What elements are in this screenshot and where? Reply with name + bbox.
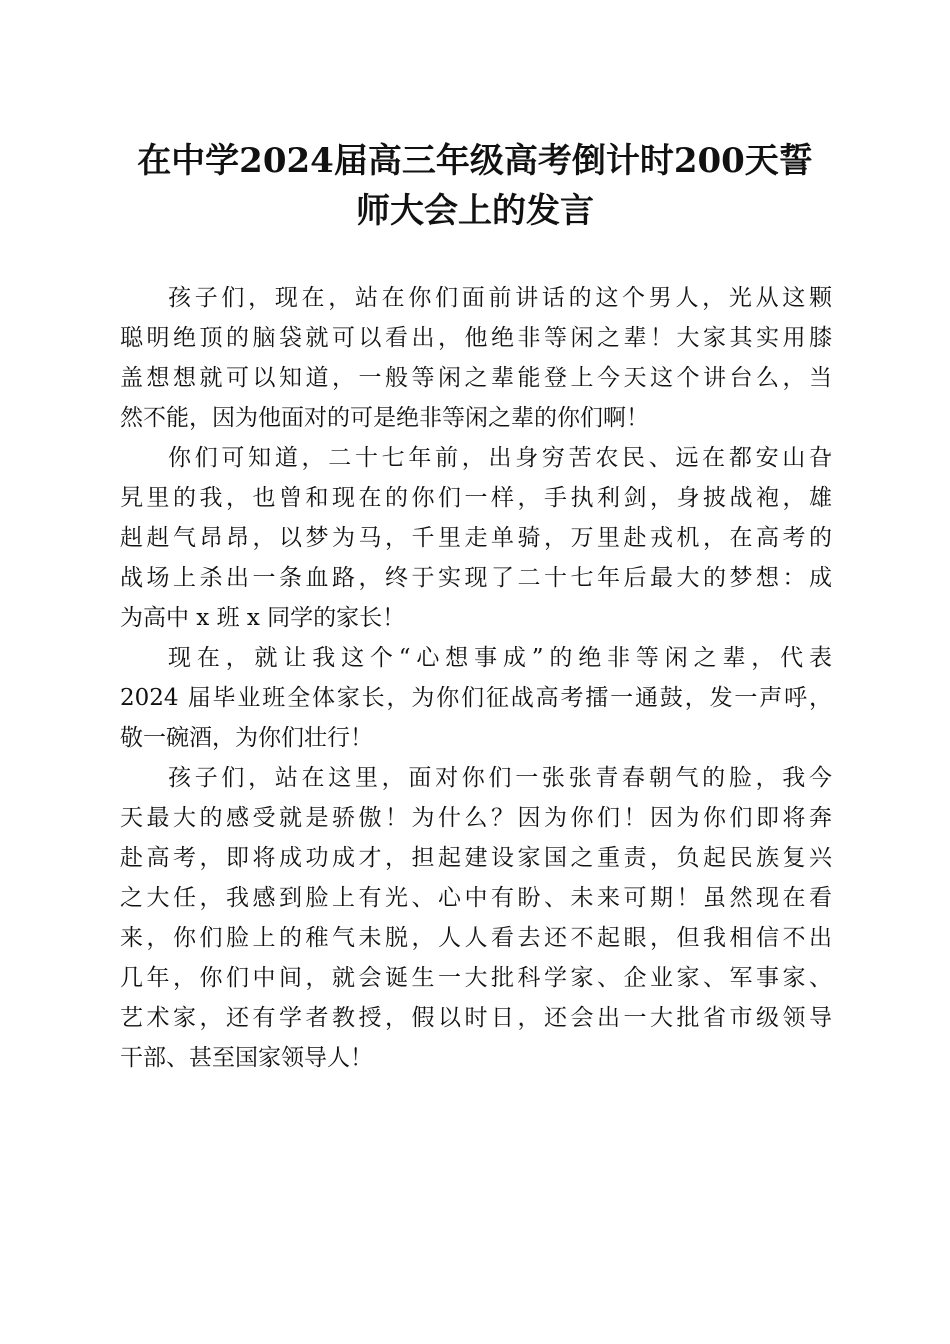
paragraph-3 [120, 638, 832, 758]
paragraph-line: 2024 届毕业班全体家长，为你们征战高考擂一通鼓，发一声呼， [120, 685, 832, 711]
paragraph-line: 赴高考，即将成功成才，担起建设家国之重责，负起民族复兴 [120, 845, 832, 871]
title-line-1: 在中学2024届高三年级高考倒计时200天誓 [137, 141, 813, 181]
paragraph-4 [120, 758, 832, 1078]
paragraph-line: 来，你们脸上的稚气未脱，人人看去还不起眼，但我相信不出 [120, 925, 832, 951]
paragraph-line: 然不能，因为他面对的可是绝非等闲之辈的你们啊！ [120, 405, 649, 431]
paragraph-2 [120, 438, 832, 638]
paragraph-line: 天最大的感受就是骄傲！为什么？因为你们！因为你们即将奔 [120, 805, 832, 831]
paragraph-line: 为高中 x 班 x 同学的家长！ [120, 605, 406, 631]
title-line-2: 师大会上的发言 [356, 191, 594, 231]
paragraph-line: 战场上杀出一条血路，终于实现了二十七年后最大的梦想：成 [120, 565, 832, 591]
paragraph-line: 孩子们，站在这里，面对你们一张张青春朝气的脸，我今 [168, 765, 832, 791]
document-body [120, 278, 832, 1078]
paragraph-line: 现在，就让我这个“心想事成”的绝非等闲之辈，代表 [168, 645, 832, 671]
paragraph-line: 你们可知道，二十七年前，出身穷苦农民、远在都安山旮 [168, 445, 832, 471]
paragraph-line: 艺术家，还有学者教授，假以时日，还会出一大批省市级领导 [120, 1005, 832, 1031]
paragraph-line: 干部、甚至国家领导人！ [120, 1045, 373, 1071]
paragraph-line: 盖想想就可以知道，一般等闲之辈能登上今天这个讲台么，当 [120, 365, 832, 391]
paragraph-1 [120, 278, 832, 438]
paragraph-line: 赳赳气昂昂，以梦为马，千里走单骑，万里赴戎机，在高考的 [120, 525, 832, 551]
paragraph-line: 之大任，我感到脸上有光、心中有盼、未来可期！虽然现在看 [120, 885, 832, 911]
paragraph-line: 敬一碗酒，为你们壮行！ [120, 725, 373, 751]
document-title [100, 136, 850, 236]
paragraph-line: 孩子们，现在，站在你们面前讲话的这个男人，光从这颗 [168, 285, 832, 311]
paragraph-line: 旯里的我，也曾和现在的你们一样，手执利剑，身披战袍，雄 [120, 485, 832, 511]
paragraph-line: 几年，你们中间，就会诞生一大批科学家、企业家、军事家、 [120, 965, 832, 991]
paragraph-line: 聪明绝顶的脑袋就可以看出，他绝非等闲之辈！大家其实用膝 [120, 325, 832, 351]
